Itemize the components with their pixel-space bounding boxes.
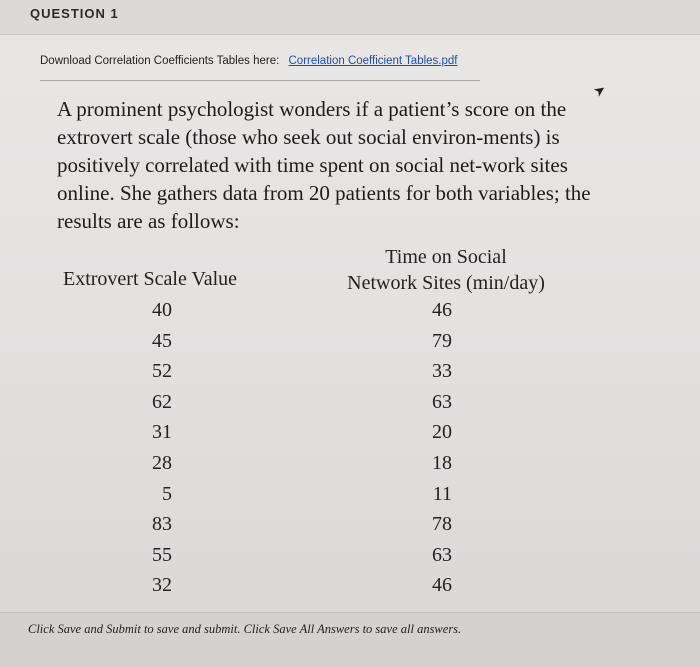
extrovert-value: 32 <box>152 574 172 597</box>
table-row <box>0 421 700 452</box>
column-header-extrovert: Extrovert Scale Value <box>63 268 238 290</box>
time-value: 78 <box>432 513 452 536</box>
save-instructions: Click Save and Submit to save and submit. Click Save All Answers to save all answers. <box>28 622 462 636</box>
extrovert-value: 52 <box>152 360 172 383</box>
mouse-cursor-icon: ➤ <box>590 80 609 101</box>
table-row <box>0 360 700 391</box>
time-value: 18 <box>432 451 452 474</box>
table-row <box>0 483 700 514</box>
extrovert-value: 5 <box>162 482 172 505</box>
divider <box>40 80 480 81</box>
column-header-time-line1: Time on Social <box>385 246 507 268</box>
extrovert-value: 31 <box>152 421 172 444</box>
extrovert-value: 55 <box>152 543 172 566</box>
download-prefix: Download Correlation Coefficients Tables here: <box>40 55 280 67</box>
table-row <box>0 574 700 605</box>
time-value: 46 <box>432 299 452 321</box>
download-line <box>40 55 457 67</box>
footer-bar <box>0 612 700 667</box>
problem-statement: A prominent psychologist wonders if a patient’s score on the extrovert scale (those who seek out social environ-ments) is positively correlated with time spent on social net-work sites online. She gathers data from 20 patients for both variables; the results are as follows: <box>57 97 591 233</box>
time-value: 20 <box>432 421 452 444</box>
extrovert-value: 45 <box>152 329 172 352</box>
question-header-bar <box>0 0 700 35</box>
data-table <box>0 299 700 605</box>
extrovert-value: 62 <box>152 390 172 413</box>
time-value: 46 <box>432 574 452 597</box>
time-value: 63 <box>432 543 452 566</box>
time-value: 63 <box>432 390 452 413</box>
extrovert-value: 40 <box>152 299 172 321</box>
time-value: 79 <box>432 329 452 352</box>
table-row <box>0 452 700 483</box>
table-row <box>0 391 700 422</box>
extrovert-value: 28 <box>152 451 172 474</box>
table-row <box>0 513 700 544</box>
question-label: QUESTION 1 <box>30 6 119 21</box>
table-row <box>0 544 700 575</box>
time-value: 33 <box>432 360 452 383</box>
table-row <box>0 330 700 361</box>
column-header-time-line2: Network Sites (min/day) <box>347 272 545 294</box>
column-header-time <box>328 244 564 296</box>
time-value: 11 <box>432 482 452 505</box>
extrovert-value: 83 <box>152 513 172 536</box>
correlation-tables-link[interactable]: Correlation Coefficient Tables.pdf <box>288 55 458 67</box>
table-row <box>0 299 700 330</box>
